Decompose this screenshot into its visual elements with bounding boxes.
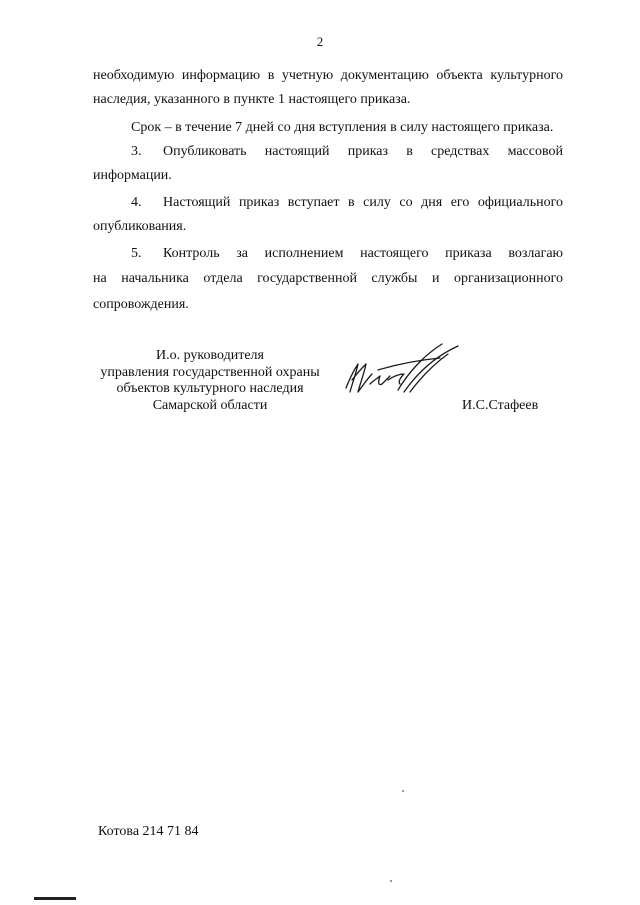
signer-title-line: объектов культурного наследия [116, 381, 304, 396]
item-text-line: сопровождения. [93, 297, 189, 312]
item-number: 3. [131, 144, 142, 159]
signer-title-line: управления государственной охраны [100, 364, 320, 380]
contact-info: Котова 214 71 84 [98, 824, 199, 839]
scan-speck [390, 880, 392, 882]
item-number: 4. [131, 195, 142, 210]
paragraph-line: наследия, указанного в пункте 1 настоящего приказа. [93, 92, 411, 107]
signer-title-line: И.о. руководителя [155, 348, 264, 363]
item-text-line: Опубликовать настоящий приказ в средствах массовой [163, 144, 563, 159]
item-text-line: Настоящий приказ вступает в силу со дня его официального [163, 195, 563, 210]
signature-block [90, 348, 330, 414]
item-number: 5. [131, 246, 142, 261]
handwritten-signature [338, 340, 468, 410]
paragraph-line: необходимую информацию в учетную документацию объекта культурного [93, 68, 563, 83]
item-text-line: информации. [93, 168, 172, 183]
scan-speck [402, 790, 404, 792]
item-text-line: опубликования. [93, 219, 187, 234]
signer-title-line: Самарской области [152, 397, 268, 413]
item-text-line: Контроль за исполнением настоящего приказа возлагаю [163, 246, 563, 261]
deadline-text: Срок – в течение 7 дней со дня вступления в силу настоящего приказа. [131, 120, 554, 135]
page-number: 2 [316, 34, 324, 49]
footer-mark [34, 897, 76, 900]
item-text-line: на начальника отдела государственной службы и организационного [93, 271, 563, 286]
signer-name: И.С.Стафеев [462, 398, 539, 413]
